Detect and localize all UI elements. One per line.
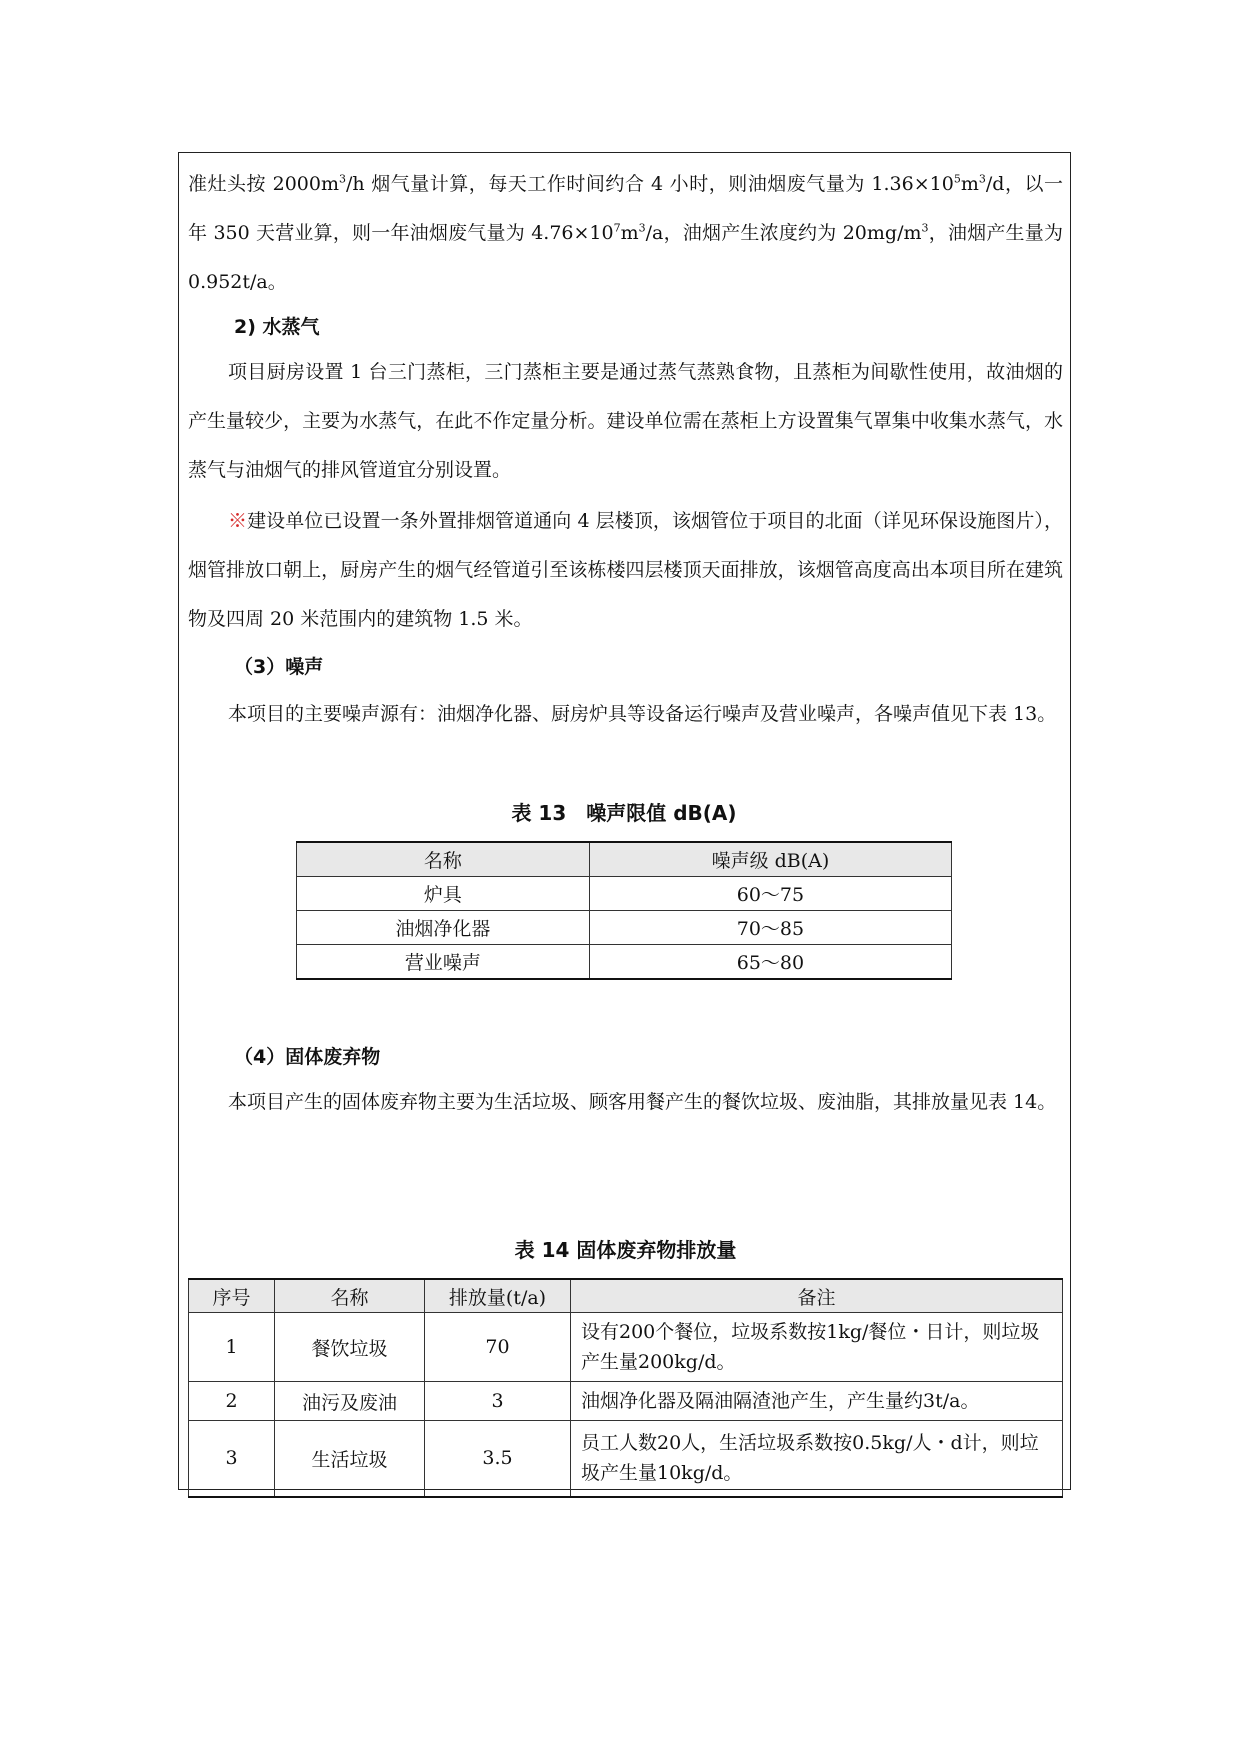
table-cell: 3 [189,1421,275,1497]
table13-caption: 表 13 噪声限值 dB(A) [511,801,737,825]
column-header: 序号 [189,1279,275,1313]
heading-noise: （3）噪声 [234,656,324,678]
paragraph-steam: 项目厨房设置 1 台三门蒸柜，三门蒸柜主要是通过蒸气蒸熟食物，且蒸柜为间歇性使用，故油烟的产生量较少，主要为水蒸气，在此不作定量分析。建设单位需在蒸柜上方设置集气罩集中收集水蒸气，水蒸气与油烟气的排风管道宜分别设置。 [188,361,1063,481]
heading-solid-waste: （4）固体废弃物 [234,1046,381,1068]
table-row [297,911,952,945]
column-header: 噪声级 dB(A) [589,842,951,877]
table-row [297,945,952,980]
table14-caption: 表 14 固体废弃物排放量 [514,1238,737,1262]
table-cell: 炉具 [297,877,590,911]
table-cell: 餐饮垃圾 [275,1313,425,1382]
table-cell: 2 [189,1382,275,1421]
paragraph-chimney: ※建设单位已设置一条外置排烟管道通向 4 层楼顶，该烟管位于项目的北面（详见环保设施图片），烟管排放口朝上，厨房产生的烟气经管道引至该栋楼四层楼顶天面排放，该烟管高度高出本项目所在建筑物及四周 20 米范围内的建筑物 1.5 米。 [188,510,1063,630]
paragraph-solid-waste: 本项目产生的固体废弃物主要为生活垃圾、顾客用餐产生的餐饮垃圾、废油脂，其排放量见表 14。 [228,1091,1057,1113]
paragraph-oil-fume: 准灶头按 $2000m^3/h$ 烟气量计算，每天工作时间约合 4 小时，则油烟废气量为 $1.36\times 10^5m^3/d$，以一年 350 天营业算，则一年油烟废气量为 $4.76\times 10^7m^3/a$，油烟产生浓度约为 $20mg/m^3$，油烟产生量为 0.952t/a。 [188,172,1063,293]
note-mark: ※ [228,510,248,532]
table-cell: 员工人数20人，生活垃圾系数按0.5kg/人・d计，则垃圾产生量10kg/d。 [571,1421,1063,1497]
table-cell: 70 [425,1313,571,1382]
noise-table [296,841,952,980]
table-cell: 油污及废油 [275,1382,425,1421]
table-cell: 油烟净化器 [297,911,590,945]
table-cell: 1 [189,1313,275,1382]
table-cell: 营业噪声 [297,945,590,980]
table-cell: 65～80 [589,945,951,980]
table-cell: 生活垃圾 [275,1421,425,1497]
solid-waste-table [188,1278,1063,1498]
table-row [297,877,952,911]
table-cell: 设有200个餐位，垃圾系数按1kg/餐位・日计，则垃圾产生量200kg/d。 [571,1313,1063,1382]
table-cell: 油烟净化器及隔油隔渣池产生，产生量约3t/a。 [571,1382,1063,1421]
column-header: 备注 [571,1279,1063,1313]
table-row [189,1382,1063,1421]
column-header: 排放量(t/a) [425,1279,571,1313]
table-row [189,1313,1063,1382]
column-header: 名称 [297,842,590,877]
paragraph-noise: 本项目的主要噪声源有：油烟净化器、厨房炉具等设备运行噪声及营业噪声，各噪声值见下表 13。 [228,703,1057,725]
table-cell: 3.5 [425,1421,571,1497]
table-header-row [297,842,952,877]
column-header: 名称 [275,1279,425,1313]
table-header-row [189,1279,1063,1313]
heading-steam: 2) 水蒸气 [234,316,320,338]
table-row [189,1421,1063,1497]
table-cell: 70～85 [589,911,951,945]
table-cell: 60～75 [589,877,951,911]
table-cell: 3 [425,1382,571,1421]
